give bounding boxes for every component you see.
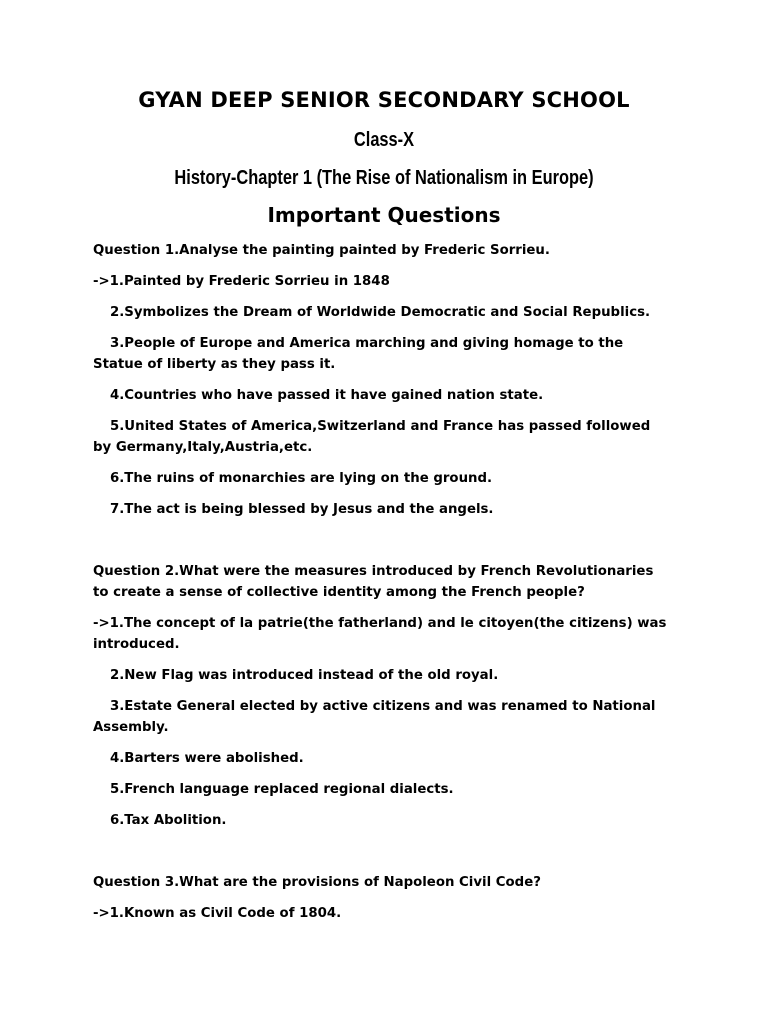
- document-header: [0, 86, 768, 228]
- answer-item: 6.Tax Abolition.: [110, 813, 227, 828]
- question-text: Question 3.What are the provisions of Napoleon Civil Code?: [93, 875, 541, 890]
- answer-item: 4.Countries who have passed it have gained nation state.: [110, 388, 544, 403]
- answer-item: 6.The ruins of monarchies are lying on the ground.: [110, 471, 493, 486]
- answer-item: 7.The act is being blessed by Jesus and the angels.: [110, 502, 494, 517]
- questions-body: [93, 240, 673, 934]
- answer-item: 2.New Flag was introduced instead of the old royal.: [110, 668, 499, 683]
- question-text: Question 2.What were the measures introduced by French Revolutionaries to create a sense of collective identity among the French people?: [93, 564, 654, 600]
- answer-item: 5.United States of America,Switzerland and France has passed followed by Germany,Italy,Austria,etc.: [93, 419, 651, 455]
- question-block-2: [93, 561, 673, 831]
- answer-item: 3.Estate General elected by active citizens and was renamed to National Assembly.: [93, 699, 656, 735]
- chapter-title: History-Chapter 1 (The Rise of Nationalism in Europe): [174, 167, 594, 189]
- answer-item: 4.Barters were abolished.: [110, 751, 304, 766]
- section-gap: [93, 841, 673, 872]
- answer-item: ->1.Known as Civil Code of 1804.: [93, 906, 342, 921]
- school-title: GYAN DEEP SENIOR SECONDARY SCHOOL: [138, 88, 630, 112]
- question-block-1: [93, 240, 673, 520]
- answer-item: ->1.Painted by Frederic Sorrieu in 1848: [93, 274, 390, 289]
- section-gap: [93, 530, 673, 561]
- class-label: Class-X: [353, 129, 415, 151]
- section-heading: Important Questions: [267, 203, 501, 227]
- answer-item: 5.French language replaced regional dialects.: [110, 782, 454, 797]
- answer-item: 2.Symbolizes the Dream of Worldwide Democratic and Social Republics.: [110, 305, 651, 320]
- answer-item: ->1.The concept of la patrie(the fatherland) and le citoyen(the citizens) was introduced.: [93, 616, 667, 652]
- answer-item: 3.People of Europe and America marching and giving homage to the Statue of liberty as they pass it.: [93, 336, 624, 372]
- question-block-3: [93, 872, 673, 924]
- question-text: Question 1.Analyse the painting painted by Frederic Sorrieu.: [93, 243, 550, 258]
